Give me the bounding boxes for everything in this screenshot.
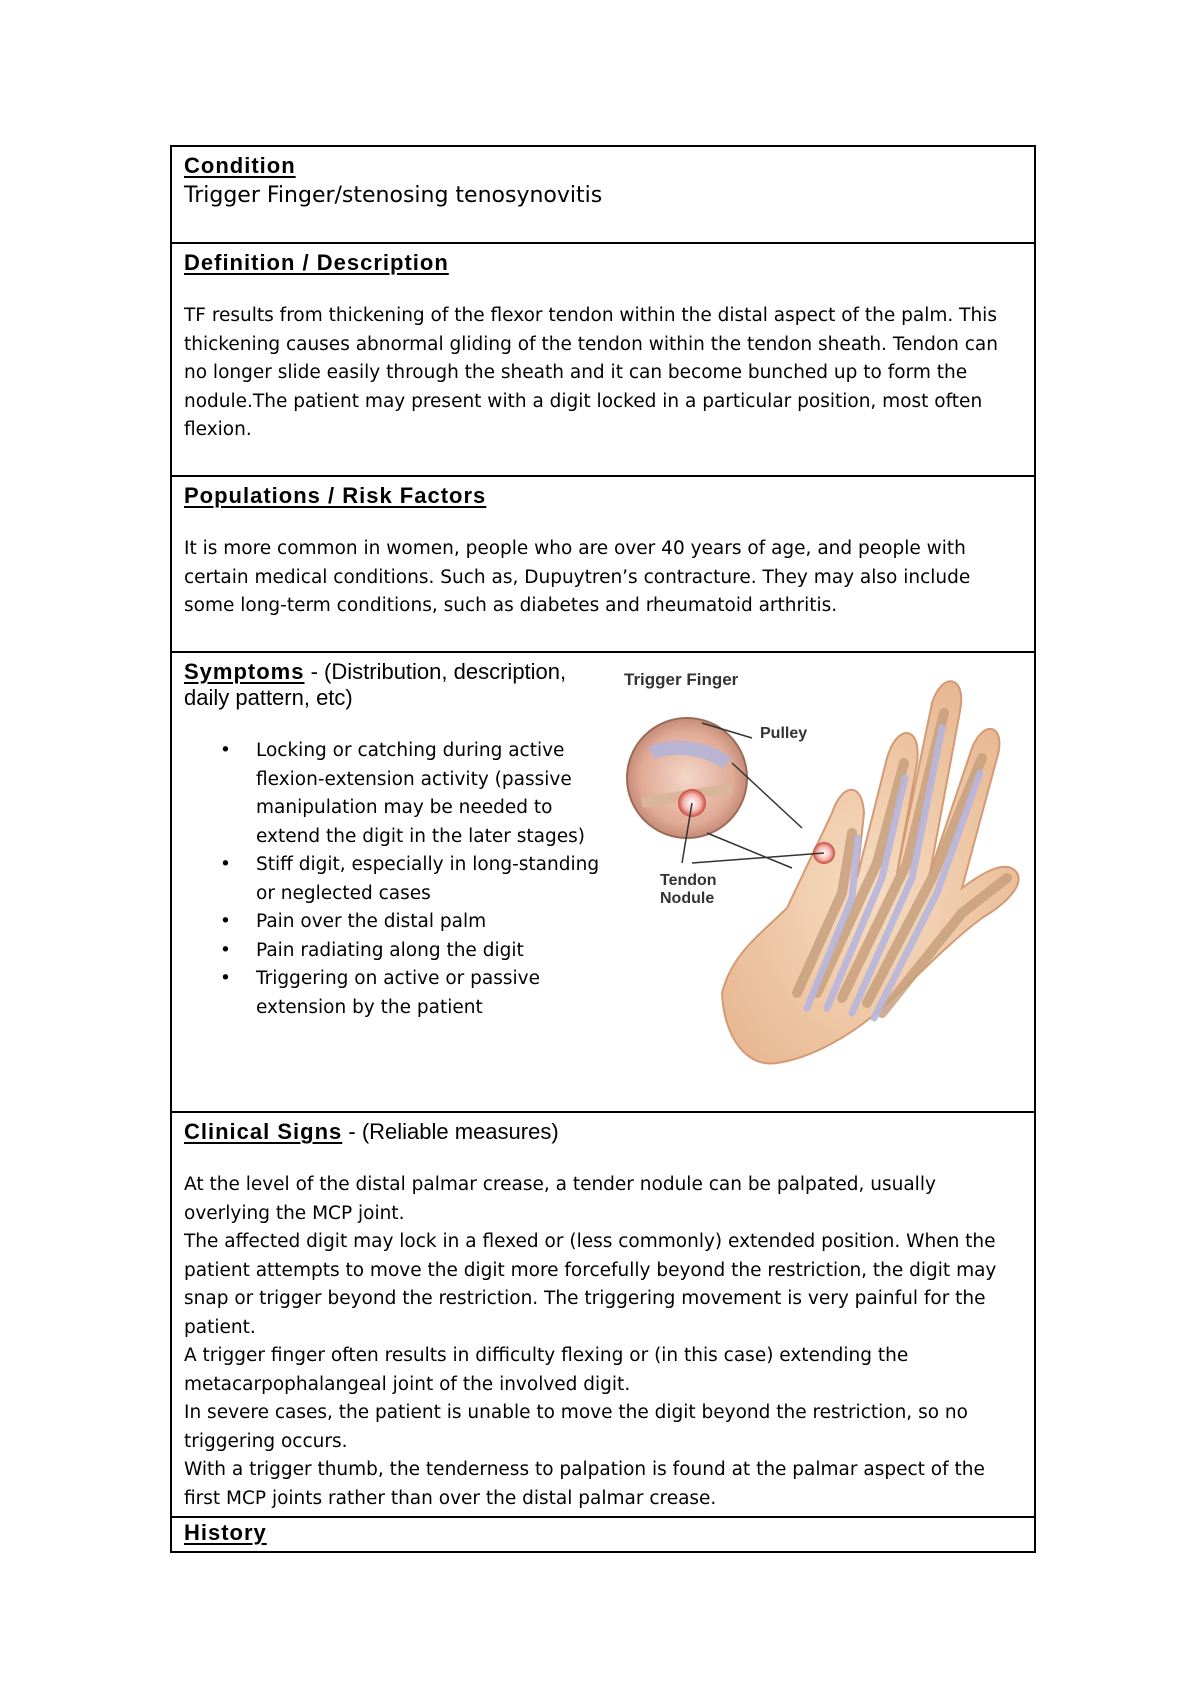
list-item: • Pain over the distal palm — [184, 908, 604, 937]
clinical-signs-text — [184, 1171, 1024, 1513]
populations-heading: Populations / Risk Factors — [184, 483, 487, 508]
condition-heading: Condition — [184, 153, 296, 178]
figure-title: Trigger Finger — [624, 670, 739, 689]
paragraph: In severe cases, the patient is unable to move the digit beyond the restriction, so no triggering occurs. — [184, 1402, 968, 1452]
clinical-signs-heading: Clinical Signs - (Reliable measures) — [184, 1119, 559, 1144]
list-item: • Pain radiating along the digit — [184, 937, 604, 966]
condition-row — [172, 147, 1034, 244]
hand-anatomy-image — [612, 663, 1032, 1083]
definition-text: TF results from thickening of the flexor tendon within the distal aspect of the palm. This thickening causes abnormal gliding of the tendon within the tendon sheath. Tendon can no longer slide easily through the sheath and it can become bunched up to form the nodule.The patient may present with a digit locked in a particular position, most often flexion. — [184, 305, 998, 440]
symptoms-subheading: - (Distribution, description, daily pattern, etc) — [184, 659, 567, 710]
condition-name: Trigger Finger/stenosing tenosynovitis — [184, 183, 603, 208]
populations-text: It is more common in women, people who are over 40 years of age, and people with certain medical conditions. Such as, Dupuytren’s contracture. They may also include some long-term conditions, such as diabetes and rheumatoid arthritis. — [184, 538, 971, 616]
clinical-signs-row — [172, 1113, 1034, 1518]
clinical-signs-subheading: - (Reliable measures) — [342, 1119, 559, 1144]
history-row — [172, 1518, 1034, 1552]
definition-heading: Definition / Description — [184, 250, 449, 275]
definition-row — [172, 244, 1034, 477]
paragraph: A trigger finger often results in difficulty flexing or (in this case) extending the metacarpophalangeal joint of the involved digit. — [184, 1345, 909, 1395]
symptoms-list — [184, 737, 604, 1022]
populations-row — [172, 477, 1034, 653]
label-nodule: Nodule — [660, 890, 715, 907]
condition-table — [170, 145, 1036, 1553]
label-tendon: Tendon — [660, 872, 717, 889]
list-item: • Locking or catching during active flexion-extension activity (passive manipulation may be needed to extend the digit in the later stages) — [184, 737, 604, 851]
trigger-finger-illustration — [612, 663, 1032, 1083]
paragraph: At the level of the distal palmar crease, a tender nodule can be palpated, usually overlying the MCP joint. — [184, 1174, 936, 1224]
symptoms-heading: Symptoms - (Distribution, description, daily pattern, etc) — [184, 659, 567, 710]
history-heading: History — [184, 1520, 267, 1545]
list-item: • Stiff digit, especially in long-standing or neglected cases — [184, 851, 604, 908]
paragraph: The affected digit may lock in a flexed or (less commonly) extended position. When the patient attempts to move the digit more forcefully beyond the restriction, the digit may snap or trigger beyond the restriction. The triggering movement is very painful for the patient. — [184, 1231, 997, 1338]
symptoms-row — [172, 653, 1034, 1113]
label-pulley: Pulley — [760, 725, 808, 742]
paragraph: With a trigger thumb, the tenderness to palpation is found at the palmar aspect of the first MCP joints rather than over the distal palmar crease. — [184, 1459, 985, 1509]
list-item: • Triggering on active or passive extension by the patient — [184, 965, 604, 1022]
